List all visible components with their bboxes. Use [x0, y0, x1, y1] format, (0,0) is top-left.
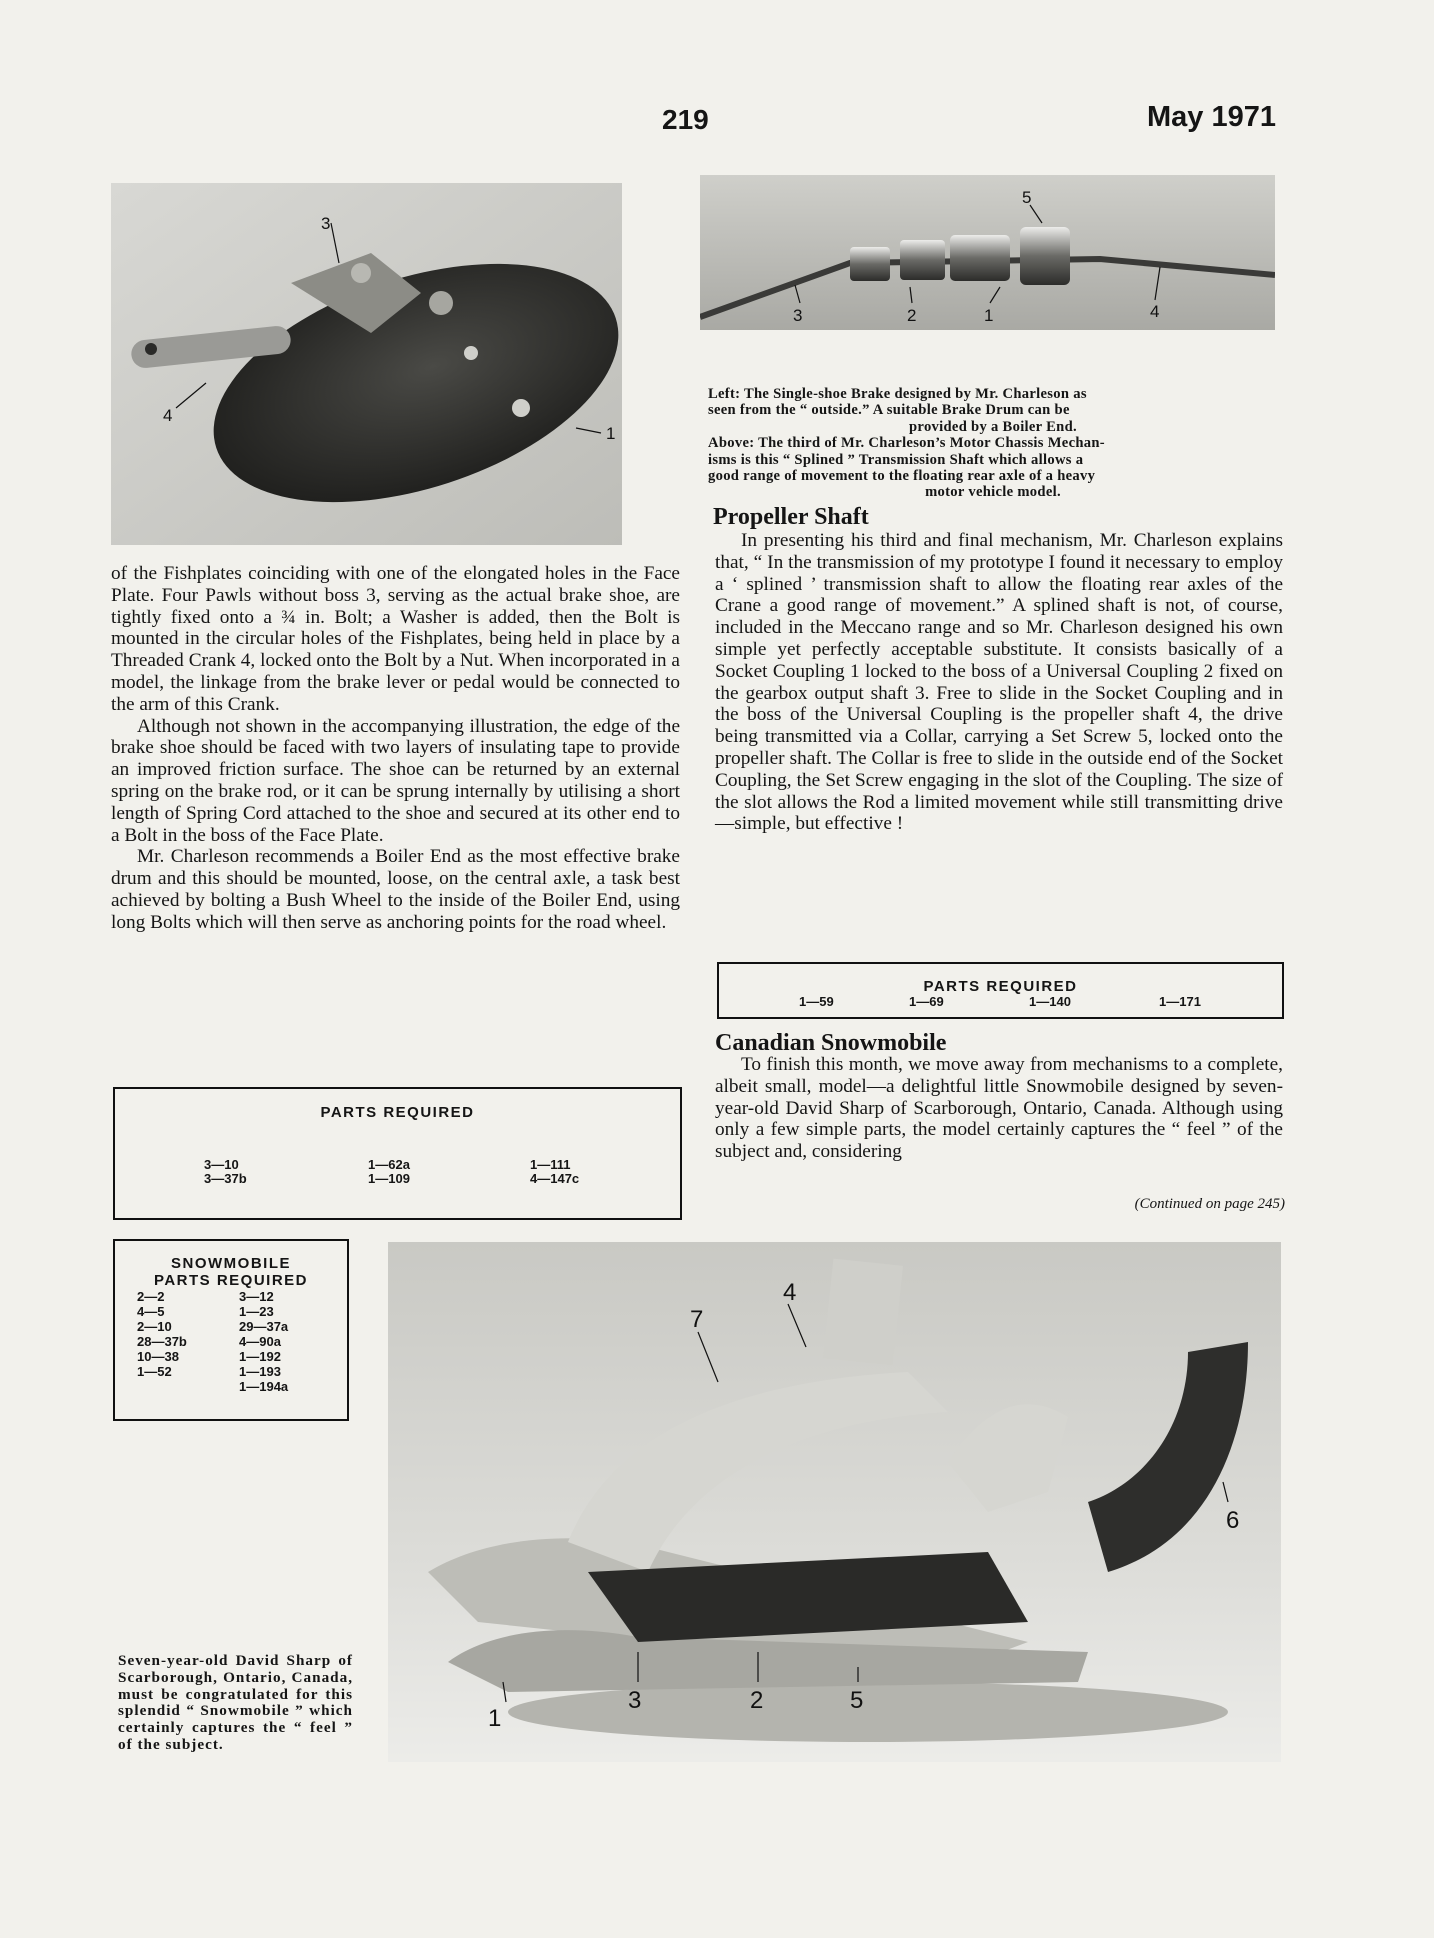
shaft-callout-4: 4	[1150, 302, 1160, 321]
paragraph: To finish this month, we move away from mechanisms to a complete, albeit small, model—a delightful little Snowmobile designed by seven-year-old David Sharp of Scarborough, Ontario, Canada. Although using only a few simple parts, the model certainly captures the “ feel ” of the subject and, considering	[715, 1054, 1283, 1163]
issue-date: May 1971	[1147, 101, 1276, 133]
snowmobile-callout-4: 4	[783, 1279, 797, 1306]
left-column-text	[111, 563, 680, 934]
caption-line: motor vehicle model.	[925, 484, 1061, 501]
part-item: 10—38	[137, 1349, 179, 1364]
part-item: 1—62a	[368, 1157, 410, 1172]
part-item: 1—69	[909, 994, 944, 1009]
part-item: 1—23	[239, 1304, 274, 1319]
snowmobile-callout-6: 6	[1226, 1507, 1240, 1534]
brake-photo	[111, 183, 622, 545]
page-number: 219	[662, 104, 709, 135]
snowmobile-parts-list	[115, 1289, 347, 1394]
snowmobile-callout-7: 7	[690, 1306, 704, 1333]
continued-note: (Continued on page 245)	[1134, 1196, 1285, 1212]
snowmobile-caption: Seven-year-old David Sharp of Scarborough, Ontario, Canada, must be congratulated for this splendid “ Snowmobile ” which certainly captures the “ feel ” of the subject.	[118, 1652, 353, 1753]
brake-callout-4: 4	[163, 406, 173, 425]
paragraph: Although not shown in the accompanying illustration, the edge of the brake shoe should be faced with two layers of insulating tape to provide an improved friction surface. The shoe can be returned by an external spring on the brake rod, or it can be sprung internally by utilising a short length of Spring Cord attached to the shoe and secured at its other end to a Bolt in the boss of the Face Plate.	[111, 715, 680, 846]
parts-title: PARTS REQUIRED	[923, 978, 1078, 995]
caption-line: Above: The third of Mr. Charleson’s Motor Chassis Mechan-	[708, 435, 1105, 452]
part-item: 3—12	[239, 1289, 274, 1304]
paragraph: In presenting his third and final mechanism, Mr. Charleson explains that, “ In the transmission of my prototype I found it necessary to employ a ‘ splined ’ transmission shaft to allow the floating rear axles of the Crane a good range of movement.” A splined shaft is not, of course, included in the Meccano range and so Mr. Charleson designed his own simple yet perfectly acceptable substitute. It consists basically of a Socket Coupling 1 locked to the boss of a Universal Coupling 2 fixed on the gearbox output shaft 3. Free to slide in the Socket Coupling and in the boss of the Universal Coupling is the propeller shaft 4, the drive being transmitted via a Collar, carrying a Set Screw 5, locked onto the propeller shaft. The Collar is free to slide in the outside end of the Socket Coupling, the Set Screw engaging in the slot of the Coupling. The size of the slot allows the Rod a limited movement while still transmitting drive—simple, but effective !	[715, 530, 1283, 835]
shaft-callout-3: 3	[793, 306, 803, 325]
part-item: 1—109	[368, 1171, 410, 1186]
shaft-callout-5: 5	[1022, 188, 1032, 207]
part-item: 2—2	[137, 1289, 165, 1304]
part-item: 4—147c	[530, 1171, 580, 1186]
parts-title: PARTS REQUIRED	[320, 1104, 475, 1121]
caption-line: seen from the “ outside.” A suitable Brake Drum can be	[708, 402, 1070, 419]
snowmobile-callout-5: 5	[850, 1687, 864, 1714]
part-item: 1—194a	[239, 1379, 289, 1394]
snowmobile-parts-box	[113, 1239, 349, 1421]
caption-line: good range of movement to the floating rear axle of a heavy	[708, 468, 1096, 485]
part-item: 28—37b	[137, 1334, 187, 1349]
part-item: 1—59	[799, 994, 834, 1009]
propeller-heading: Propeller Shaft	[713, 504, 869, 530]
snowmobile-text	[715, 1054, 1283, 1163]
snowmobile-heading: Canadian Snowmobile	[715, 1030, 947, 1056]
part-item: 1—140	[1029, 994, 1071, 1009]
shaft-callout-1: 1	[984, 306, 994, 325]
caption-line: isms is this “ Splined ” Transmission Shaft which allows a	[708, 451, 1084, 468]
parts-title-line2: PARTS REQUIRED	[153, 1272, 309, 1289]
snowmobile-callout-2: 2	[750, 1687, 764, 1714]
part-item: 1—52	[137, 1364, 172, 1379]
parts-title-line1: SNOWMOBILE	[171, 1255, 291, 1272]
propeller-parts-box	[717, 962, 1284, 1019]
shaft-photo	[700, 175, 1275, 330]
propeller-text	[715, 530, 1283, 835]
snowmobile-callout-1: 1	[488, 1705, 502, 1732]
part-item: 3—37b	[204, 1171, 247, 1186]
paragraph: Mr. Charleson recommends a Boiler End as the most effective brake drum and this should be mounted, loose, on the central axle, a task best achieved by bolting a Bush Wheel to the inside of the Boiler End, using long Bolts which will then serve as anchoring points for the road wheel.	[111, 846, 680, 933]
paragraph: of the Fishplates coinciding with one of the elongated holes in the Face Plate. Four Pawls without boss 3, serving as the actual brake shoe, are tightly fixed onto a ¾ in. Bolt; a Washer is added, then the Bolt is mounted in the circular holes of the Fishplates, being held in place by a Threaded Crank 4, locked onto the Bolt by a Nut. When incorporated in a model, the linkage from the brake lever or pedal would be connected to the arm of this Crank.	[111, 563, 680, 715]
brake-callout-3: 3	[321, 214, 331, 233]
brake-callout-1: 1	[606, 424, 616, 443]
snowmobile-photo	[388, 1242, 1281, 1762]
part-item: 1—111	[530, 1157, 571, 1172]
part-item: 4—90a	[239, 1334, 281, 1349]
part-item: 4—5	[137, 1304, 165, 1319]
snowmobile-callout-3: 3	[628, 1687, 642, 1714]
part-item: 1—193	[239, 1364, 281, 1379]
part-item: 2—10	[137, 1319, 172, 1334]
brake-parts-box	[113, 1087, 682, 1220]
part-item: 1—171	[1159, 994, 1201, 1009]
caption-line: Left: The Single-shoe Brake designed by Mr. Charleson as	[708, 386, 1087, 402]
caption-line: provided by a Boiler End.	[909, 418, 1077, 435]
shaft-callout-2: 2	[907, 306, 917, 325]
part-item: 29—37a	[239, 1319, 289, 1334]
top-photo-caption	[708, 386, 1278, 501]
part-item: 3—10	[204, 1157, 239, 1172]
part-item: 1—192	[239, 1349, 281, 1364]
